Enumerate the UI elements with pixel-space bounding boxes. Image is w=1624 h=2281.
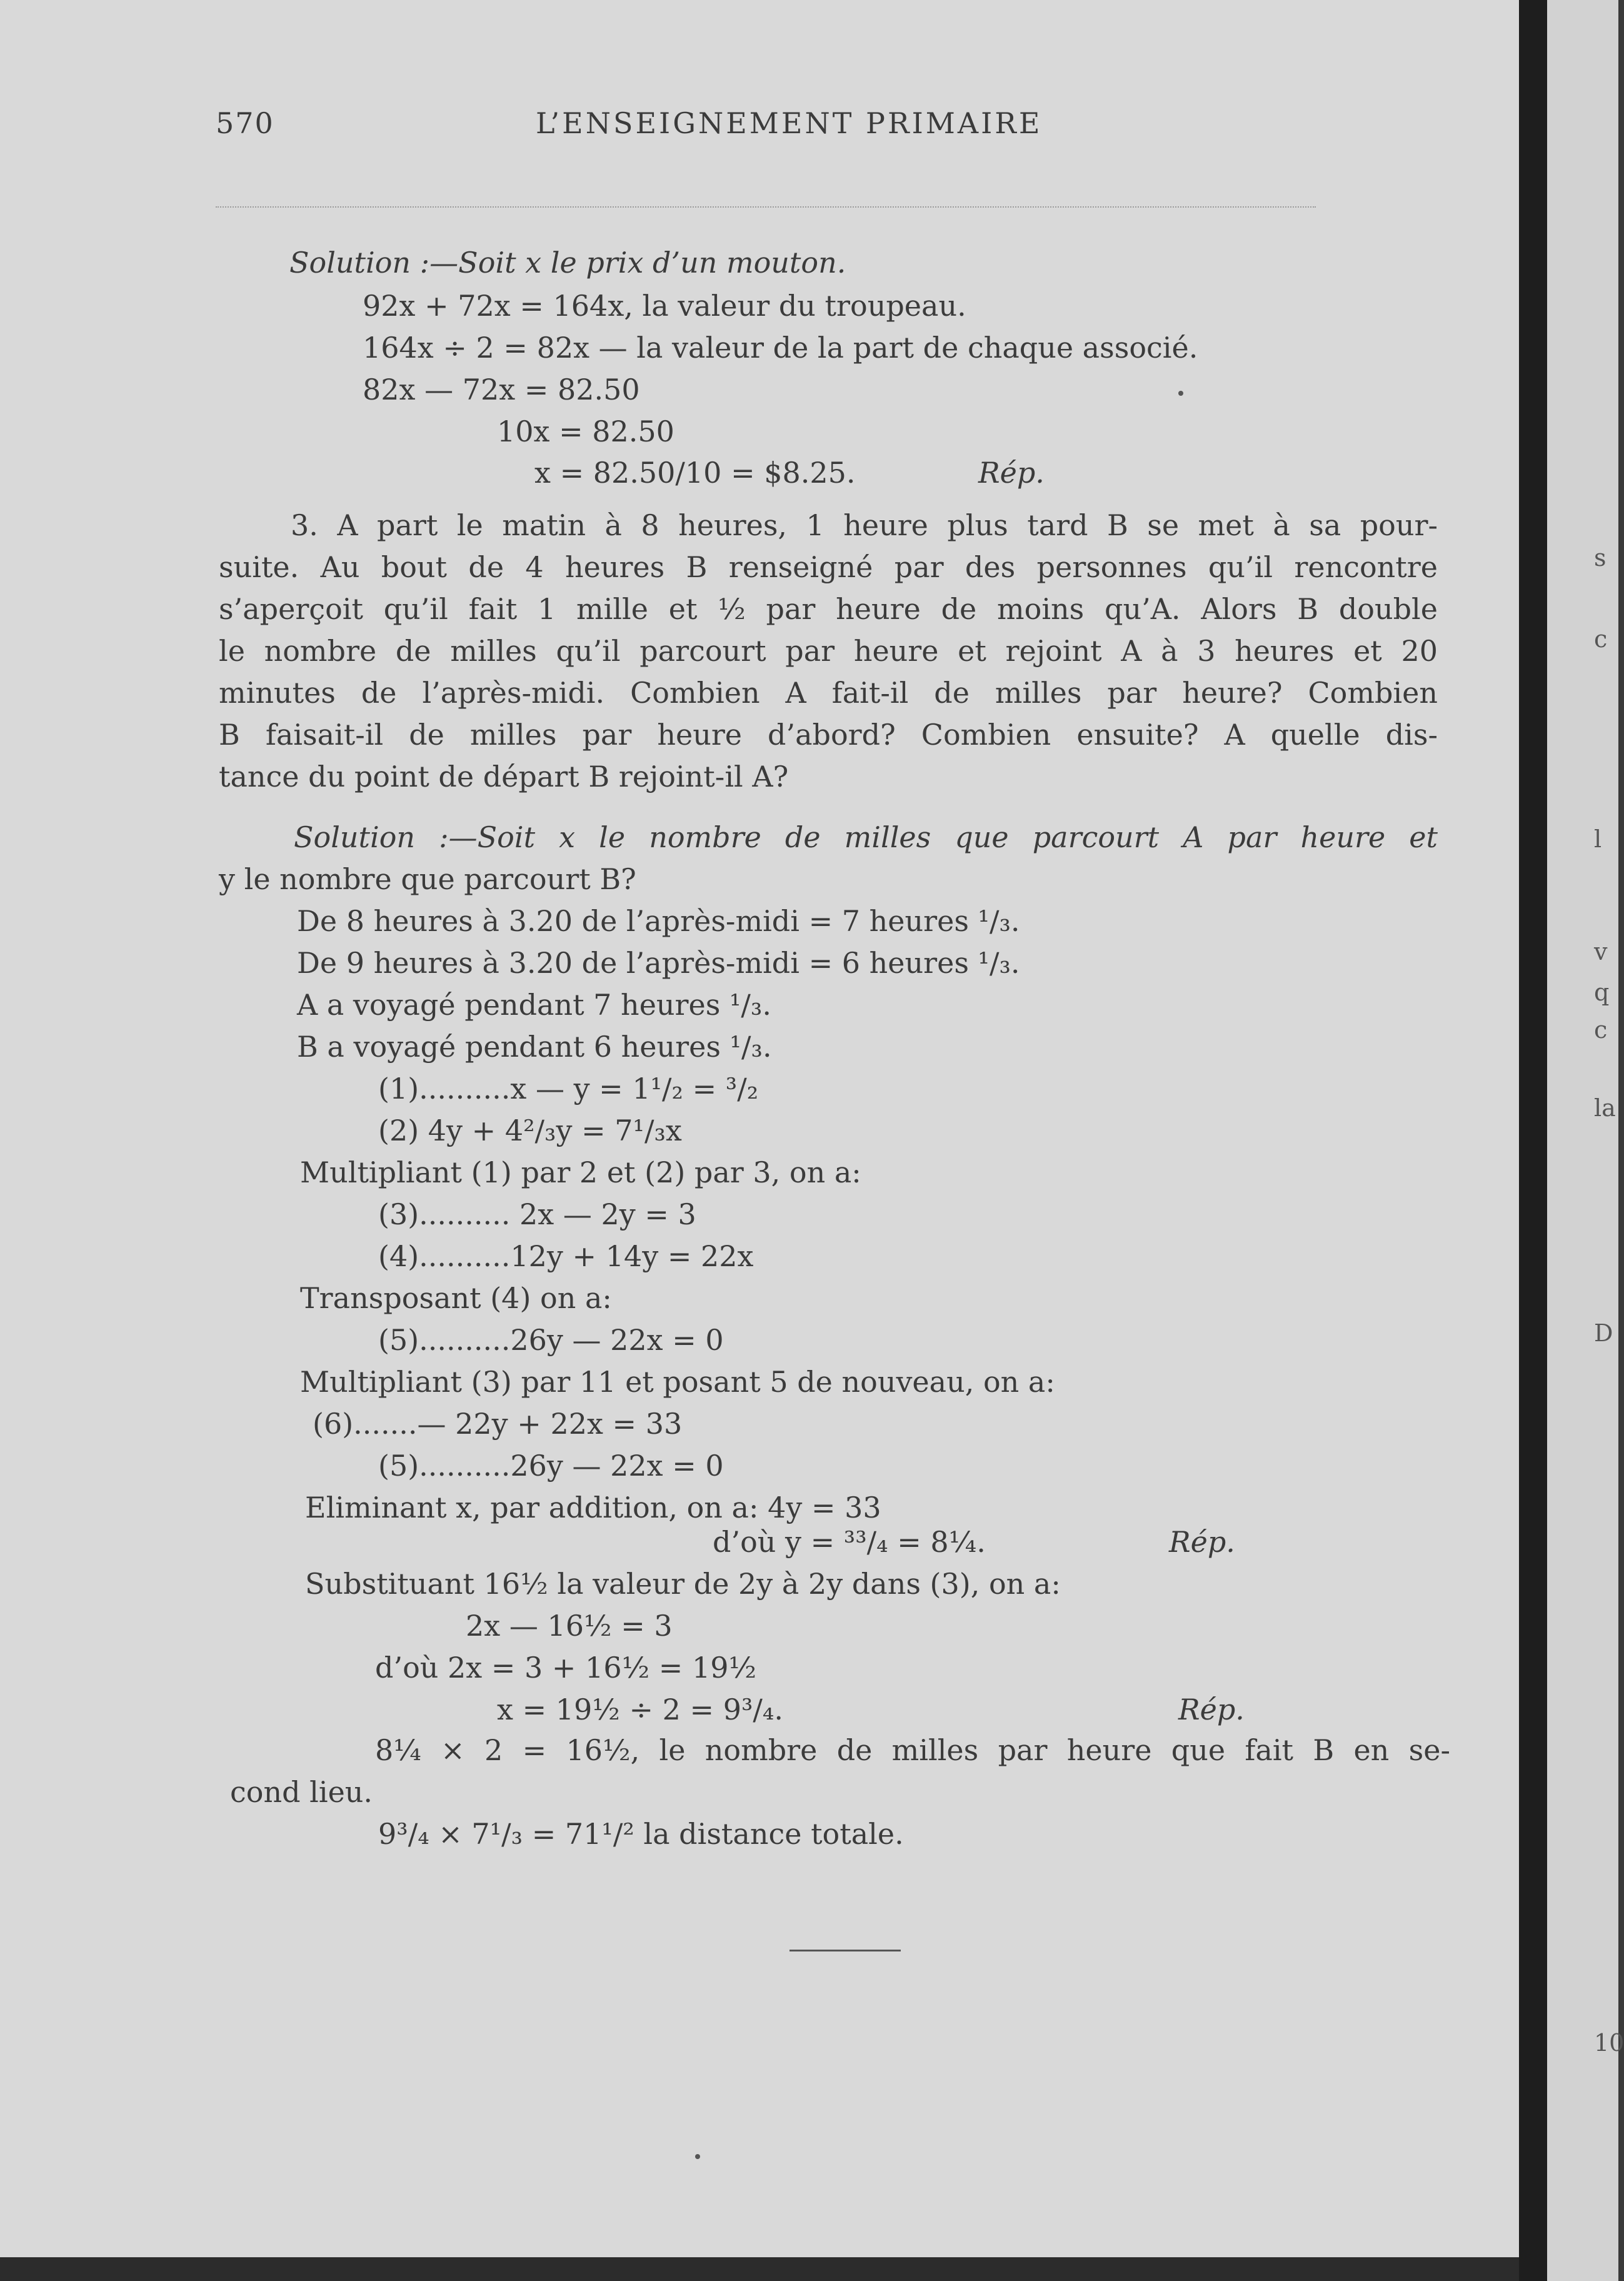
problem-text: suite. Au bout de 4 heures B renseigné par des personnes qu’il rencontre [219, 550, 1438, 584]
answer-label: Rép. [1169, 1525, 1235, 1559]
equation-line: (3).......... 2x — 2y = 3 [378, 1197, 696, 1231]
equation-line: 9³/₄ × 7¹/₃ = 71¹/² la distance totale. [378, 1817, 904, 1851]
answer-label: Rép. [978, 456, 1045, 490]
solution-text: Multipliant (1) par 2 et (2) par 3, on a: [300, 1156, 861, 1189]
page-bottom-edge [0, 2257, 1519, 2281]
running-title: L’ENSEIGNEMENT PRIMAIRE [536, 106, 1043, 140]
problem-text: B faisait-il de milles par heure d’abord? Combien ensuite? A quelle dis- [219, 718, 1438, 752]
equation-line: 10x = 82.50 [497, 415, 674, 448]
problem-text: le nombre de milles qu’il parcourt par heure et rejoint A à 3 heures et 20 [219, 634, 1438, 668]
page-number: 570 [216, 106, 274, 140]
solution-text: Transposant (4) on a: [300, 1281, 612, 1315]
answer-label: Rép. [1178, 1693, 1245, 1726]
solution-text: De 9 heures à 3.20 de l’après-midi = 6 heures ¹/₃. [297, 946, 1020, 980]
bleed-text: s [1594, 544, 1606, 572]
equation-line: (4)..........12y + 14y = 22x [378, 1239, 754, 1273]
bleed-text: D [1594, 1319, 1613, 1347]
solution-text: B a voyagé pendant 6 heures ¹/₃. [297, 1030, 772, 1064]
equation-line: (6).......— 22y + 22x = 33 [313, 1407, 683, 1441]
ink-speck [695, 2154, 700, 2159]
solution-heading: Solution :—Soit x le prix d’un mouton. [289, 246, 846, 279]
problem-text: tance du point de départ B rejoint-il A? [219, 760, 789, 793]
equation-line: 92x + 72x = 164x, la valeur du troupeau. [363, 289, 966, 323]
bleed-text: c [1594, 625, 1608, 653]
bleed-text: v [1594, 938, 1608, 965]
solution-text: Multipliant (3) par 11 et posant 5 de nouveau, on a: [300, 1365, 1055, 1399]
solution-text: A a voyagé pendant 7 heures ¹/₃. [297, 988, 771, 1022]
solution-text: Eliminant x, par addition, on a: 4y = 33 [305, 1491, 881, 1524]
equation-line: (5)..........26y — 22x = 0 [378, 1449, 724, 1483]
equation-line: x = 82.50/10 = $8.25. [534, 456, 856, 490]
problem-text: minutes de l’après-midi. Combien A fait-il de milles par heure? Combien [219, 676, 1438, 710]
ink-speck [1178, 391, 1183, 396]
solution-heading: Solution :—Soit x le nombre de milles que parcourt A par heure et [294, 820, 1438, 854]
header-rule [216, 206, 1316, 208]
equation-line: 2x — 16½ = 3 [466, 1609, 673, 1643]
bleed-text: 10 [1594, 2029, 1624, 2057]
bleed-text: la [1594, 1094, 1616, 1122]
solution-text: De 8 heures à 3.20 de l’après-midi = 7 heures ¹/₃. [297, 904, 1020, 938]
adjacent-page-edge [1547, 0, 1624, 2281]
equation-line: x = 19½ ÷ 2 = 9³/₄. [497, 1693, 783, 1726]
bleed-text: c [1594, 1016, 1608, 1044]
solution-text: 8¼ × 2 = 16½, le nombre de milles par heure que fait B en se- [375, 1733, 1450, 1767]
equation-line: (1)..........x — y = 1¹/₂ = ³/₂ [378, 1072, 759, 1105]
end-rule [789, 1950, 901, 1951]
page-header [216, 106, 1519, 150]
equation-line: 82x — 72x = 82.50 [363, 373, 640, 406]
problem-text: 3. A part le matin à 8 heures, 1 heure plus tard B se met à sa pour- [291, 508, 1438, 542]
equation-line: 164x ÷ 2 = 82x — la valeur de la part de chaque associé. [363, 331, 1198, 365]
problem-text: s’aperçoit qu’il fait 1 mille et ½ par heure de moins qu’A. Alors B double [219, 592, 1438, 626]
equation-line: (5)..........26y — 22x = 0 [378, 1323, 724, 1357]
solution-text: cond lieu. [230, 1775, 373, 1809]
equation-line: (2) 4y + 4²/₃y = 7¹/₃x [378, 1114, 682, 1147]
bleed-text: l [1594, 825, 1602, 853]
book-gutter [1519, 0, 1547, 2281]
solution-text: y le nombre que parcourt B? [219, 862, 636, 896]
bleed-text: q [1594, 979, 1610, 1006]
equation-line: d’où 2x = 3 + 16½ = 19½ [375, 1651, 757, 1684]
equation-line: d’où y = ³³/₄ = 8¼. [713, 1525, 986, 1559]
solution-text: Substituant 16½ la valeur de 2y à 2y dans (3), on a: [305, 1567, 1061, 1601]
